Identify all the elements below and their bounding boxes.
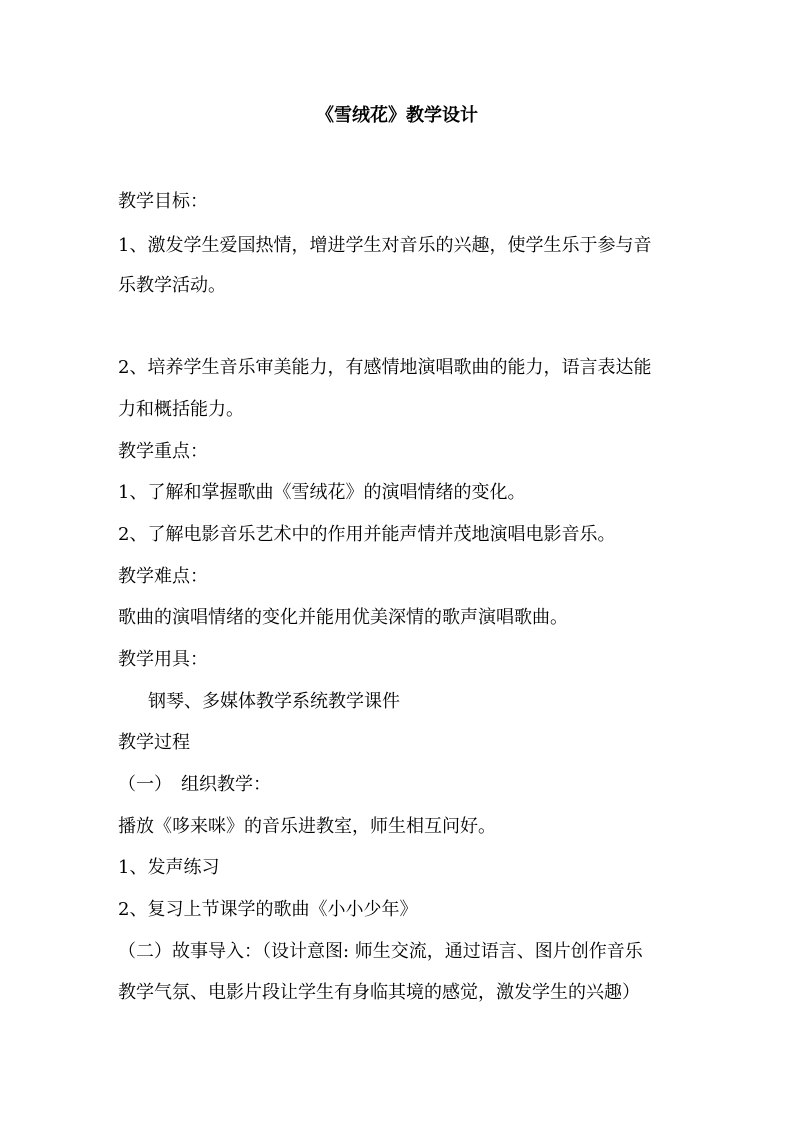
heading-teaching-key-points: 教学重点： [118,441,208,462]
process-step-1: 1、发声练习 [118,857,220,878]
goal-1-line-1: 1、激发学生爱国热情，增进学生对音乐的兴趣，使学生乐于参与音 [118,235,652,256]
document-title: 《雪绒花》教学设计 [316,105,478,126]
process-section-1-heading: （一） 组织教学： [118,774,271,795]
key-point-2: 2、了解电影音乐艺术中的作用并能声情并茂地演唱电影音乐。 [118,524,616,545]
heading-teaching-tools: 教学用具： [118,649,208,670]
heading-teaching-difficulties: 教学难点： [118,566,208,587]
process-section-2-line-2: 教学气氛、电影片段让学生有身临其境的感觉，激发学生的兴趣） [118,982,640,1003]
heading-teaching-goals: 教学目标： [118,191,208,212]
goal-2-line-2: 力和概括能力。 [118,399,244,420]
process-section-2-line-1: （二）故事导入：（设计意图: 师生交流，通过语言、图片创作音乐 [118,941,643,962]
key-point-1: 1、了解和掌握歌曲《雪绒花》的演唱情绪的变化。 [118,482,526,503]
process-step-2: 2、复习上节课学的歌曲《小小少年》 [118,899,418,920]
tools-text: 钢琴、多媒体教学系统教学课件 [148,691,400,712]
goal-2-line-1: 2、培养学生音乐审美能力，有感情地演唱歌曲的能力，语言表达能 [118,357,652,378]
difficulty-text: 歌曲的演唱情绪的变化并能用优美深情的歌声演唱歌曲。 [118,607,568,628]
goal-1-line-2: 乐教学活动。 [118,275,226,296]
process-section-1-text: 播放《哆来咪》的音乐进教室，师生相互问好。 [118,816,496,837]
heading-teaching-process: 教学过程 [118,732,190,753]
